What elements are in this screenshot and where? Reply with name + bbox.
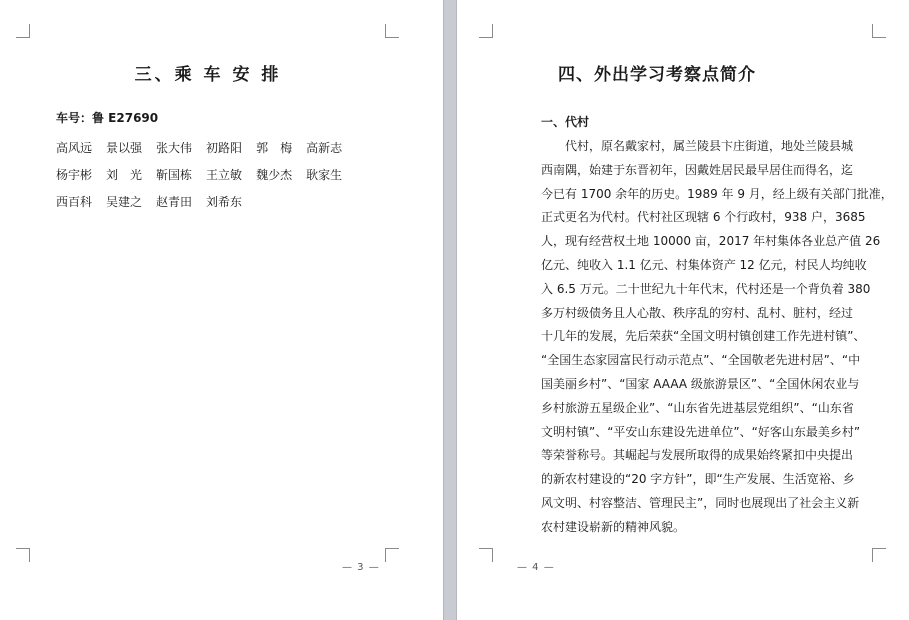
passenger-name: 初路阳 [206, 141, 243, 155]
passenger-name: 赵青田 [156, 195, 193, 209]
section-title-study-sites: 四、外出学习考察点简介 [558, 65, 756, 85]
roster-row [56, 134, 386, 161]
roster-row [56, 161, 386, 188]
text-line: 入 6.5 万元。二十世纪九十年代末，代村还是一个背负着 380 [541, 281, 871, 296]
text-line: 国美丽乡村”、“国家 AAAA 级旅游景区”、“全国休闲农业与 [541, 376, 860, 391]
passenger-name: 西百科 [56, 195, 93, 209]
margin-corner-mark [16, 548, 30, 562]
text-line: “全国生态家园富民行动示范点”、“全国敬老先进村居”、“中 [541, 353, 861, 368]
passenger-name: 郭 梅 [256, 141, 293, 155]
page-number: — 4 — [517, 562, 555, 573]
passenger-name: 刘 光 [106, 168, 143, 182]
passenger-name: 高新志 [306, 141, 343, 155]
page-gutter [443, 0, 457, 620]
text-line: 西南隅，始建于东晋初年，因戴姓居民最早居住而得名，迄 [541, 162, 854, 177]
text-line: 正式更名为代村。代村社区现辖 6 个行政村，938 户，3685 [541, 210, 866, 225]
passenger-name: 耿家生 [306, 168, 343, 182]
passenger-name: 高风远 [56, 141, 93, 155]
passenger-name: 杨宇彬 [56, 168, 93, 182]
document-page-4 [457, 0, 909, 620]
text-line: 农村建设崭新的精神风貌。 [541, 519, 686, 534]
subsection-heading: 一、代村 [541, 115, 590, 129]
roster-row [56, 188, 386, 215]
text-line: 文明村镇”、“平安山东建设先进单位”、“好客山东最美乡村” [541, 424, 861, 439]
text-line: 风文明、村容整洁、管理民主”，同时也展现出了社会主义新 [541, 495, 860, 510]
body-paragraph [541, 135, 893, 540]
page-number: — 3 — [342, 562, 380, 573]
text-line: 代村，原名戴家村，属兰陵县卞庄街道，地处兰陵县城 [541, 139, 854, 153]
passenger-name: 吴建之 [106, 195, 143, 209]
passenger-name: 王立敏 [206, 168, 243, 182]
car-number-label: 车号：鲁 E27690 [56, 111, 159, 125]
text-line: 多万村级债务且人心散、秩序乱的穷村、乱村、脏村，经过 [541, 305, 854, 320]
text-line: 今已有 1700 余年的历史。1989 年 9 月，经上级有关部门批准， [541, 186, 893, 201]
text-line: 亿元、纯收入 1.1 亿元、村集体资产 12 亿元，村民人均纯收 [541, 257, 867, 272]
passenger-name: 张大伟 [156, 141, 193, 155]
text-line: 十几年的发展，先后荣获“全国文明村镇创建工作先进村镇”、 [541, 329, 866, 344]
passenger-roster [56, 134, 386, 215]
text-line: 的新农村建设的“20 字方针”，即“生产发展、生活宽裕、乡 [541, 472, 855, 487]
passenger-name: 景以强 [106, 141, 143, 155]
passenger-name: 魏少杰 [256, 168, 293, 182]
text-line: 人，现有经营权土地 10000 亩，2017 年村集体各业总产值 26 [541, 234, 881, 249]
margin-corner-mark [385, 24, 399, 38]
margin-corner-mark [479, 24, 493, 38]
margin-corner-mark [872, 24, 886, 38]
margin-corner-mark [479, 548, 493, 562]
document-page-3 [0, 0, 443, 620]
text-line: 等荣誉称号。其崛起与发展所取得的成果始终紧扣中央提出 [541, 448, 854, 463]
section-title-seating: 三、乘 车 安 排 [134, 65, 282, 85]
passenger-name: 靳国栋 [156, 168, 193, 182]
margin-corner-mark [385, 548, 399, 562]
passenger-name: 刘希东 [206, 195, 243, 209]
margin-corner-mark [872, 548, 886, 562]
text-line: 乡村旅游五星级企业”、“山东省先进基层党组织”、“山东省 [541, 400, 854, 415]
margin-corner-mark [16, 24, 30, 38]
